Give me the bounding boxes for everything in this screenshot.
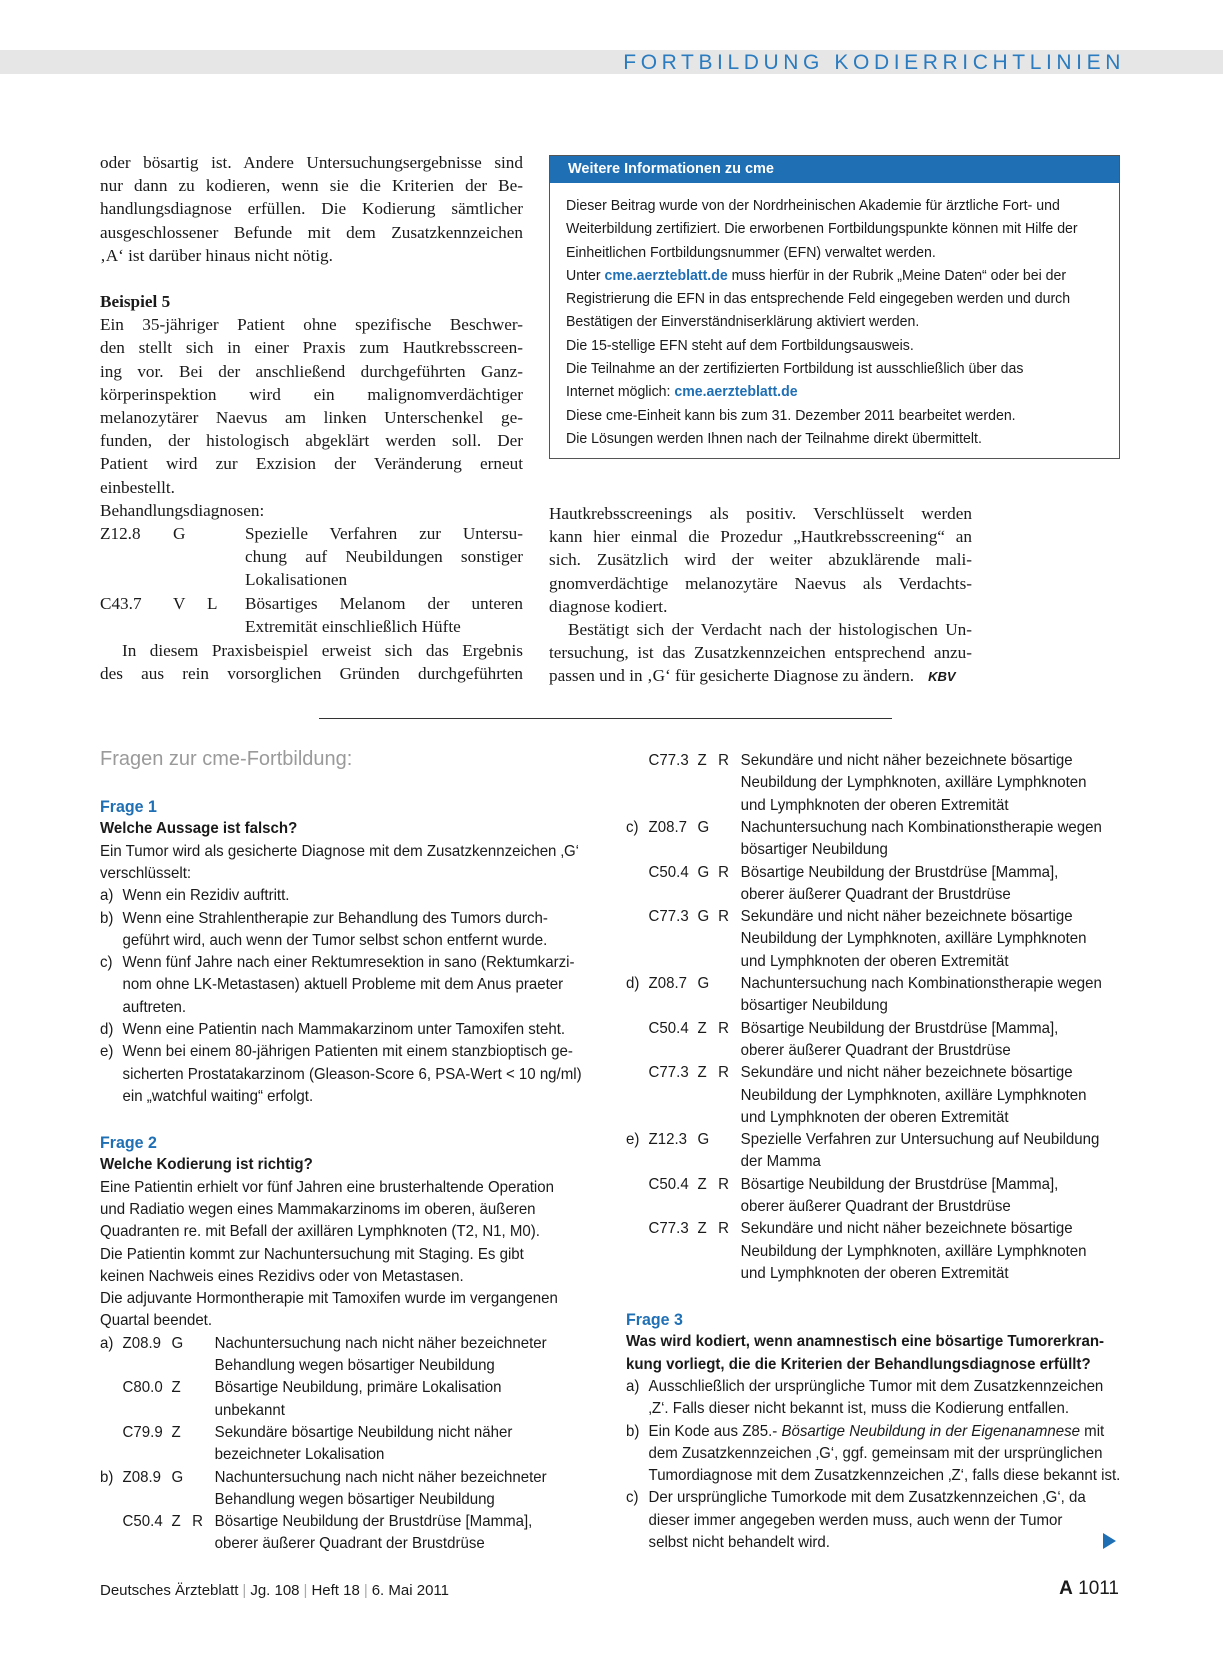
code-description: Sekundäre bösartige Neubildung nicht näher bbox=[214, 1423, 513, 1441]
question-2-stem: Quartal beendet. bbox=[100, 1312, 213, 1330]
code-description: Behandlung wegen bösartiger Neubildung bbox=[214, 1357, 495, 1374]
option-text[interactable]: selbst nicht behandelt wird. bbox=[648, 1534, 830, 1551]
question-3-text: kung vorliegt, die die Kriterien der Behandlungsdiagnose erfüllt? bbox=[626, 1355, 1091, 1373]
icd-code: C50.4 bbox=[122, 1513, 163, 1531]
text-line: sich. Zusätzlich wird der weiter abzuklärende mali- bbox=[549, 550, 972, 570]
code-description: Nachuntersuchung nach Kombinationstherapie wegen bbox=[740, 975, 1102, 992]
code-flag: Z bbox=[171, 1423, 181, 1441]
code-flag: R bbox=[718, 1175, 729, 1193]
option-letter: d) bbox=[626, 975, 640, 992]
icd-code: C77.3 bbox=[648, 1220, 689, 1238]
code-description: Neubildung der Lymphknoten, axilläre Lymphknoten bbox=[740, 1086, 1087, 1104]
code-flag: Z bbox=[171, 1513, 181, 1531]
option-letter: e) bbox=[626, 1131, 640, 1149]
code-description: Sekundäre und nicht näher bezeichnete bösartige bbox=[740, 908, 1073, 926]
icd-code: Z08.7 bbox=[648, 818, 688, 836]
option-text[interactable]: Wenn eine Patientin nach Mammakarzinom unter Tamoxifen steht. bbox=[122, 1021, 566, 1038]
text-fragment: passen und in ‚G‘ für gesicherte Diagnose zu ändern. bbox=[549, 666, 915, 686]
option-text[interactable]: sicherten Prostatakarzinom (Gleason-Score 6, PSA-Wert < 10 ng/ml) bbox=[122, 1065, 582, 1083]
text-line: Spezielle Verfahren zur Untersu- bbox=[245, 524, 523, 543]
question-2-stem: Die adjuvante Hormontherapie mit Tamoxifen wurde im vergangenen bbox=[100, 1290, 558, 1308]
code-description: Sekundäre und nicht näher bezeichnete bösartige bbox=[740, 752, 1073, 769]
info-line: Diese cme-Einheit kann bis zum 31. Dezember 2011 bearbeitet werden. bbox=[566, 406, 1016, 424]
code-flag: Z bbox=[697, 1019, 707, 1037]
option-text[interactable]: ‚Z‘. Falls dieser nicht bekannt ist, muss die Kodierung entfallen. bbox=[648, 1400, 1070, 1418]
info-line bbox=[566, 264, 1115, 287]
questions-right-column bbox=[626, 750, 1120, 1560]
option-text[interactable]: nom ohne LK-Metastasen) aktuell Probleme mit dem Anus praeter bbox=[122, 976, 564, 994]
code-flag: G bbox=[697, 975, 710, 992]
question-1-title: Frage 1 bbox=[100, 797, 157, 816]
option-text[interactable]: dieser immer angegeben werden muss, auch wenn der Tumor bbox=[648, 1511, 1063, 1529]
icd-code: C77.3 bbox=[648, 752, 689, 769]
code-flag: R bbox=[718, 1019, 729, 1037]
code-description: Bösartige Neubildung der Brustdrüse [Mamma], bbox=[214, 1513, 533, 1531]
code-flag: R bbox=[718, 1220, 729, 1238]
text-line: Extremität einschließlich Hüfte bbox=[245, 617, 461, 637]
option-letter: e) bbox=[100, 1043, 114, 1061]
author-signature: KBV bbox=[928, 669, 956, 685]
question-3-title: Frage 3 bbox=[626, 1310, 683, 1329]
footer-separator: | bbox=[303, 1582, 308, 1599]
option-text[interactable]: Wenn eine Strahlentherapie zur Behandlung des Tumors durch- bbox=[122, 909, 548, 927]
code-description: oberer äußerer Quadrant der Brustdrüse bbox=[214, 1535, 485, 1553]
info-line: Bestätigen der Einverständniserklärung aktiviert werden. bbox=[566, 313, 920, 331]
text-line: gnomverdächtige melanozytäre Naevus als Verdachts- bbox=[549, 573, 972, 593]
code-description: Bösartige Neubildung der Brustdrüse [Mamma], bbox=[740, 1175, 1059, 1193]
diagnosis-flag: V bbox=[173, 594, 186, 613]
question-2-stem: Quadranten re. mit Befall der axillären Lymphknoten (T2, N1, M0). bbox=[100, 1223, 540, 1241]
icd-code: Z08.9 bbox=[122, 1334, 162, 1352]
option-letter: c) bbox=[100, 954, 113, 972]
code-description: Nachuntersuchung nach Kombinationstherapie wegen bbox=[740, 818, 1102, 836]
journal-date: 6. Mai 2011 bbox=[371, 1582, 449, 1599]
code-description: Sekundäre und nicht näher bezeichnete bösartige bbox=[740, 1064, 1073, 1082]
info-line: Die 15-stellige EFN steht auf dem Fortbildungsausweis. bbox=[566, 336, 914, 354]
cme-link[interactable]: cme.aerzteblatt.de bbox=[674, 383, 798, 401]
continue-arrow-icon[interactable] bbox=[1103, 1533, 1116, 1549]
text-line: den stellt sich in einer Praxis zum Hautkrebsscreen- bbox=[100, 338, 523, 358]
question-1-text: Welche Aussage ist falsch? bbox=[100, 820, 298, 838]
code-description: und Lymphknoten der oberen Extremität bbox=[740, 796, 1009, 814]
code-description: Neubildung der Lymphknoten, axilläre Lymphknoten bbox=[740, 774, 1087, 792]
option-text-fragment: Ein Kode aus Z85.- bbox=[648, 1422, 782, 1440]
text-line: Lokalisationen bbox=[245, 570, 348, 590]
footer-separator: | bbox=[363, 1582, 368, 1599]
option-text[interactable]: ein „watchful waiting“ erfolgt. bbox=[122, 1087, 314, 1105]
journal-volume: Jg. 108 bbox=[250, 1582, 300, 1599]
question-1-stem: verschlüsselt: bbox=[100, 864, 192, 882]
text-line: tersuchung, ist das Zusatzkennzeichen entsprechend anzu- bbox=[549, 643, 972, 663]
info-text: muss hierfür in der Rubrik „Meine Daten“ oder bei der bbox=[727, 266, 1067, 284]
option-text-fragment: mit bbox=[1079, 1422, 1105, 1440]
icd-code: Z08.7 bbox=[648, 975, 688, 992]
questions-heading: Fragen zur cme-Fortbildung: bbox=[100, 748, 353, 770]
option-text[interactable]: dem Zusatzkennzeichen ‚G‘, ggf. gemeinsam mit der ursprünglichen bbox=[648, 1444, 1103, 1462]
code-description: Neubildung der Lymphknoten, axilläre Lymphknoten bbox=[740, 1242, 1087, 1260]
option-letter: c) bbox=[626, 1489, 639, 1507]
code-description: Bösartige Neubildung der Brustdrüse [Mamma], bbox=[740, 1019, 1059, 1037]
icd-code: C50.4 bbox=[648, 1175, 689, 1193]
option-letter: a) bbox=[100, 1334, 114, 1352]
info-line: Weiterbildung zertifiziert. Die erworbenen Fortbildungspunkte können mit Hilfe der bbox=[566, 220, 1078, 238]
option-text[interactable]: Der ursprüngliche Tumorkode mit dem Zusatzkennzeichen ‚G‘, da bbox=[648, 1489, 1086, 1507]
code-description: unbekannt bbox=[214, 1401, 285, 1419]
info-box bbox=[549, 155, 1120, 459]
diagnosis-flag: L bbox=[207, 594, 218, 613]
code-description: Nachuntersuchung nach nicht näher bezeichneter bbox=[214, 1468, 547, 1486]
question-2-title: Frage 2 bbox=[100, 1133, 157, 1152]
question-1-stem: Ein Tumor wird als gesicherte Diagnose mit dem Zusatzkennzeichen ‚G‘ bbox=[100, 842, 579, 860]
text-line: melanozytärer Naevus am linken Unterschenkel ge- bbox=[100, 407, 523, 427]
text-line: Bösartiges Melanom der unteren bbox=[245, 594, 523, 613]
icd-code: Z08.9 bbox=[122, 1468, 162, 1486]
icd-code: Z12.3 bbox=[648, 1131, 688, 1149]
code-description: Bösartige Neubildung der Brustdrüse [Mamma], bbox=[740, 863, 1059, 881]
info-line: Die Lösungen werden Ihnen nach der Teilnahme direkt übermittelt. bbox=[566, 429, 982, 447]
text-line: chung auf Neubildungen sonstiger bbox=[245, 547, 523, 567]
code-description: oberer äußerer Quadrant der Brustdrüse bbox=[740, 1041, 1011, 1059]
info-text: Internet möglich: bbox=[566, 383, 675, 401]
icd-code: C80.0 bbox=[122, 1379, 163, 1397]
text-line: In diesem Praxisbeispiel erweist sich das Ergebnis bbox=[122, 641, 523, 660]
question-2-stem: und Radiatio wegen eines Mammakarzinoms im oberen, äußeren bbox=[100, 1200, 536, 1218]
text-line: nur dann zu kodieren, wenn sie die Kriterien der Be- bbox=[100, 176, 523, 196]
info-line: Die Teilnahme an der zertifizierten Fortbildung ist ausschließlich über das bbox=[566, 360, 1024, 378]
option-letter: a) bbox=[626, 1377, 640, 1395]
option-letter: b) bbox=[100, 1468, 114, 1486]
option-text[interactable]: Wenn fünf Jahre nach einer Rektumresektion in sano (Rektumkarzi- bbox=[122, 954, 575, 972]
diagnosis-code: C43.7 bbox=[100, 594, 142, 613]
icd-code: C79.9 bbox=[122, 1423, 163, 1441]
question-2-stem: Die Patientin kommt zur Nachuntersuchung mit Staging. Es gibt bbox=[100, 1245, 524, 1263]
info-box-body bbox=[566, 194, 1115, 450]
code-flag: Z bbox=[697, 1175, 707, 1193]
cme-link[interactable]: cme.aerzteblatt.de bbox=[604, 266, 728, 284]
code-flag: R bbox=[718, 752, 729, 769]
code-description: oberer äußerer Quadrant der Brustdrüse bbox=[740, 885, 1011, 903]
icd-code: C50.4 bbox=[648, 863, 689, 881]
code-description: Spezielle Verfahren zur Untersuchung auf Neubildung bbox=[740, 1131, 1100, 1149]
diagnosis-description bbox=[245, 522, 523, 592]
code-flag: G bbox=[697, 818, 710, 836]
code-flag: Z bbox=[697, 1220, 707, 1238]
text-line: körperinspektion wird ein malignomverdächtiger bbox=[100, 384, 523, 404]
code-description: Behandlung wegen bösartiger Neubildung bbox=[214, 1490, 495, 1508]
page-number-value: 1011 bbox=[1078, 1578, 1119, 1599]
option-text[interactable]: geführt wird, auch wenn der Tumor selbst schon entfernt wurde. bbox=[122, 931, 548, 949]
diagnoses-label: Behandlungsdiagnosen: bbox=[100, 500, 265, 520]
code-flag: R bbox=[718, 908, 729, 926]
info-box-title: Weitere Informationen zu cme bbox=[550, 156, 1119, 183]
code-description: Bösartige Neubildung, primäre Lokalisation bbox=[214, 1379, 502, 1397]
code-flag: Z bbox=[697, 1064, 707, 1082]
section-title: FORTBILDUNG KODIERRICHTLINIEN bbox=[623, 51, 1125, 74]
text-line: einbestellt. bbox=[100, 477, 175, 497]
code-flag: R bbox=[718, 1064, 729, 1082]
code-flag: R bbox=[192, 1513, 203, 1531]
code-flag: Z bbox=[697, 752, 707, 769]
example-block bbox=[100, 290, 523, 522]
icd-code: C50.4 bbox=[648, 1019, 689, 1037]
code-flag: G bbox=[171, 1334, 184, 1352]
example-title: Beispiel 5 bbox=[100, 292, 171, 311]
journal-issue: Heft 18 bbox=[311, 1582, 360, 1599]
left-column-text bbox=[100, 151, 523, 267]
code-description: bösartiger Neubildung bbox=[740, 997, 888, 1015]
code-description: bösartiger Neubildung bbox=[740, 841, 888, 859]
question-2-stem: keinen Nachweis eines Rezidivs oder von Metastasen. bbox=[100, 1267, 464, 1285]
diagnosis-description bbox=[245, 592, 523, 638]
info-line: Dieser Beitrag wurde von der Nordrheinischen Akademie für ärztliche Fort- und bbox=[566, 197, 1060, 214]
left-closing-text bbox=[100, 639, 523, 685]
code-description: Nachuntersuchung nach nicht näher bezeichneter bbox=[214, 1334, 547, 1352]
footer-separator: | bbox=[242, 1582, 247, 1599]
text-line bbox=[549, 664, 972, 687]
code-description: oberer äußerer Quadrant der Brustdrüse bbox=[740, 1198, 1011, 1215]
code-description: Neubildung der Lymphknoten, axilläre Lymphknoten bbox=[740, 930, 1087, 948]
info-text: Unter bbox=[566, 266, 605, 284]
text-line: Patient wird zur Exzision der Veränderung erneut bbox=[100, 454, 523, 474]
code-description: bezeichneter Lokalisation bbox=[214, 1446, 385, 1464]
text-line: oder bösartig ist. Andere Untersuchungsergebnisse sind bbox=[100, 153, 523, 172]
questions-left-column bbox=[100, 796, 582, 1556]
question-3-text: Was wird kodiert, wenn anamnestisch eine bösartige Tumorerkran- bbox=[626, 1333, 1105, 1351]
code-flag: G bbox=[697, 908, 710, 926]
page-prefix: A bbox=[1059, 1578, 1073, 1599]
option-text[interactable]: auftreten. bbox=[122, 998, 187, 1016]
journal-name: Deutsches Ärzteblatt bbox=[100, 1582, 239, 1599]
text-line: ausgeschlossener Befunde mit dem Zusatzkennzeichen bbox=[100, 222, 523, 242]
text-line: handlungsdiagnose erfüllen. Die Kodierung sämtlicher bbox=[100, 199, 523, 219]
divider bbox=[319, 718, 892, 719]
info-line: Einheitlichen Fortbildungsnummer (EFN) verwaltet werden. bbox=[566, 243, 936, 261]
code-flag: Z bbox=[171, 1379, 181, 1397]
option-letter: b) bbox=[100, 909, 114, 927]
icd-code: C77.3 bbox=[648, 1064, 689, 1082]
option-text[interactable] bbox=[649, 1421, 1105, 1443]
code-flag: G bbox=[697, 1131, 710, 1149]
code-flag: G bbox=[697, 863, 710, 881]
code-description: und Lymphknoten der oberen Extremität bbox=[740, 1264, 1009, 1282]
option-letter: b) bbox=[626, 1422, 640, 1440]
code-description: der Mamma bbox=[740, 1153, 821, 1171]
text-line: Bestätigt sich der Verdacht nach der histologischen Un- bbox=[568, 619, 972, 639]
text-line: funden, der histologisch abgeklärt werden soll. Der bbox=[100, 431, 523, 451]
diagnosis-code: Z12.8 bbox=[100, 524, 141, 543]
diagnosis-flag: G bbox=[173, 524, 186, 543]
option-text[interactable]: Wenn ein Rezidiv auftritt. bbox=[122, 887, 290, 905]
code-description: und Lymphknoten der oberen Extremität bbox=[740, 1108, 1009, 1126]
text-line: Ein 35-jähriger Patient ohne spezifische Beschwer- bbox=[100, 315, 523, 335]
text-line: Hautkrebsscreenings als positiv. Verschlüsselt werden bbox=[549, 504, 972, 523]
question-2-stem: Eine Patientin erhielt vor fünf Jahren eine brusterhaltende Operation bbox=[100, 1178, 554, 1196]
option-letter: c) bbox=[626, 818, 639, 836]
text-line: kann hier einmal die Prozedur „Hautkrebsscreening“ an bbox=[549, 527, 972, 547]
option-text[interactable]: Wenn bei einem 80-jährigen Patienten mit einem stanzbioptisch ge- bbox=[122, 1043, 573, 1061]
text-line: des aus rein vorsorglichen Gründen durchgeführten bbox=[100, 664, 523, 684]
code-description: Sekundäre und nicht näher bezeichnete bösartige bbox=[740, 1220, 1073, 1238]
info-line bbox=[566, 380, 1115, 403]
option-text-italic: Bösartige Neubildung in der Eigenanamnese bbox=[781, 1422, 1080, 1440]
right-column-text bbox=[549, 502, 972, 688]
option-text[interactable]: Tumordiagnose mit dem Zusatzkennzeichen ‚Z‘, falls diese bekannt ist. bbox=[648, 1467, 1121, 1485]
code-description: und Lymphknoten der oberen Extremität bbox=[740, 952, 1009, 970]
page-number bbox=[1059, 1578, 1119, 1600]
icd-code: C77.3 bbox=[648, 908, 689, 926]
question-2-text: Welche Kodierung ist richtig? bbox=[100, 1156, 313, 1174]
option-text[interactable]: Ausschließlich der ursprüngliche Tumor mit dem Zusatzkennzeichen bbox=[648, 1377, 1104, 1395]
option-letter: a) bbox=[100, 887, 114, 905]
footer bbox=[100, 1582, 449, 1599]
option-letter: d) bbox=[100, 1021, 114, 1038]
text-line: ‚A‘ ist darüber hinaus nicht nötig. bbox=[100, 245, 333, 265]
code-flag: R bbox=[718, 863, 729, 881]
info-line: Registrierung die EFN in das entsprechende Feld eingegeben werden und durch bbox=[566, 290, 1071, 308]
code-flag: G bbox=[171, 1468, 184, 1486]
text-line: ing vor. Bei der anschließend durchgeführten Ganz- bbox=[100, 361, 523, 381]
text-line: diagnose kodiert. bbox=[549, 596, 668, 616]
